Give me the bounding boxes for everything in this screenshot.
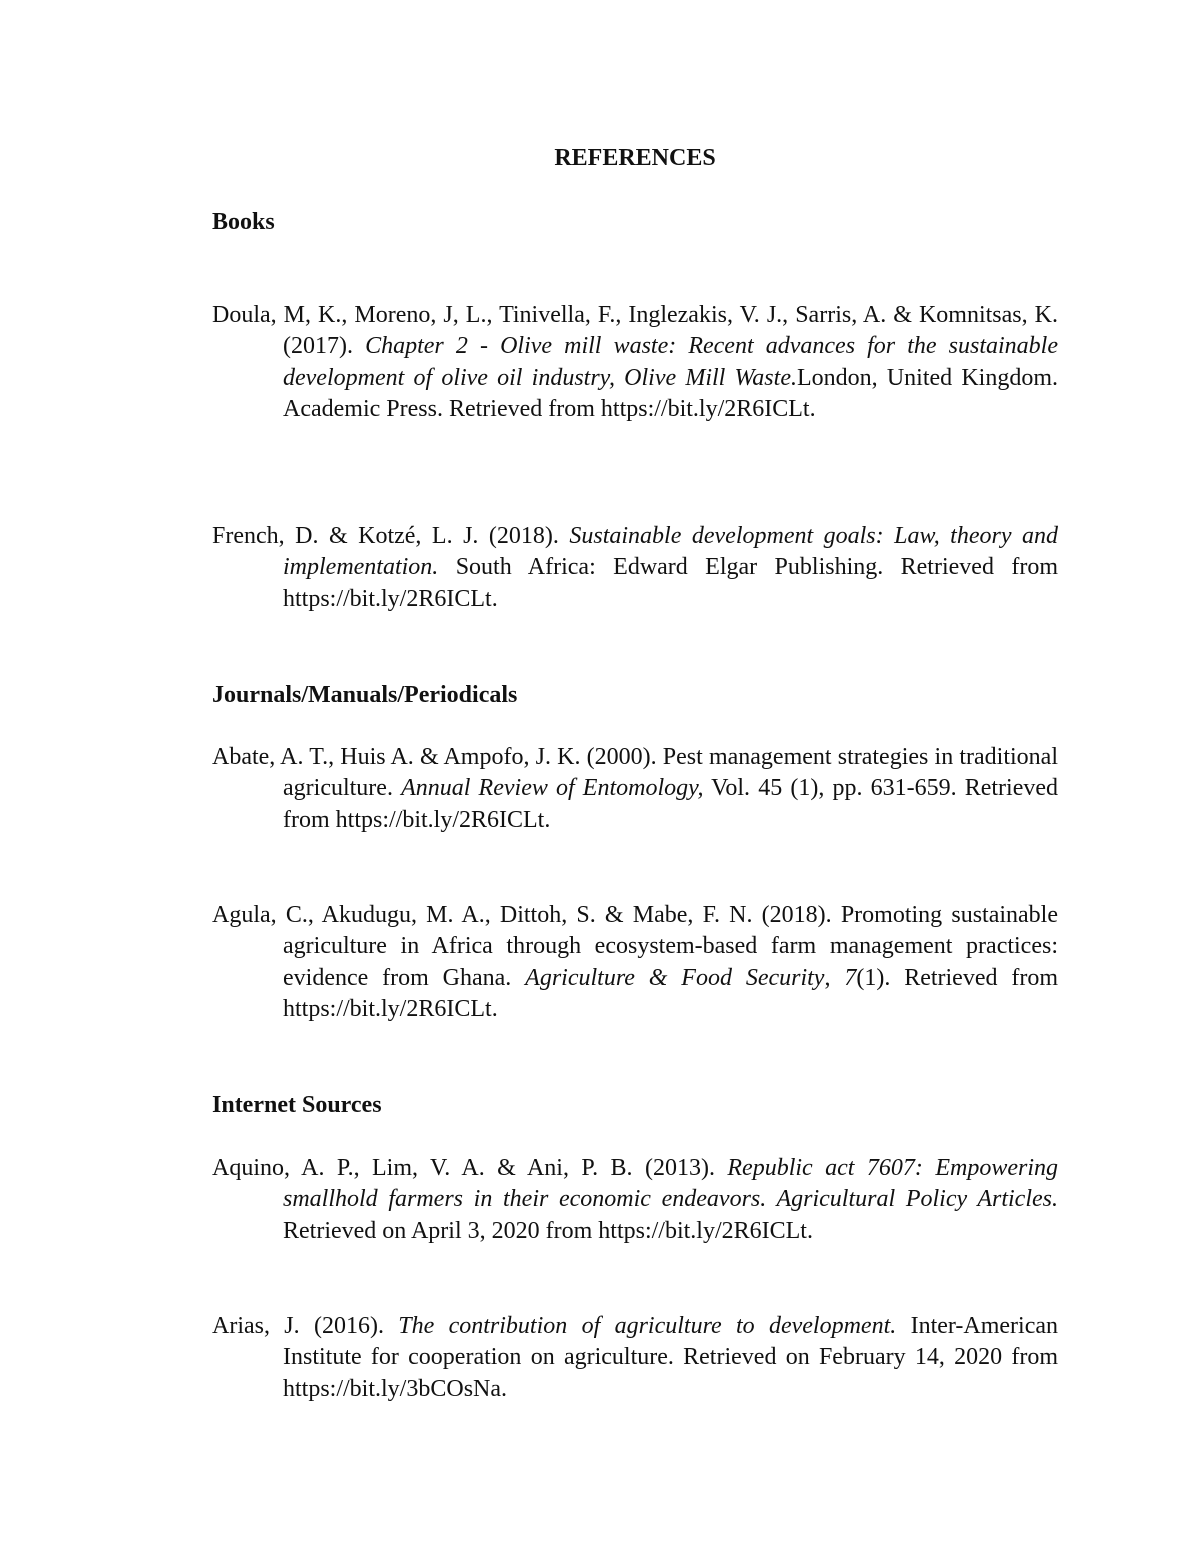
reference-entry: Abate, A. T., Huis A. & Ampofo, J. K. (2000). Pest management strategies in traditional agriculture. Annual Review of Entomology, Vol. 45 (1), pp. 631-659. Retrieved from https://bit.ly/2R6ICLt. bbox=[212, 744, 1059, 833]
reference-entry: Aquino, A. P., Lim, V. A. & Ani, P. B. (2013). Republic act 7607: Empowering smallhold farmers in their economic endeavors. Agricultural Policy Articles. Retrieved on April 3, 2020 from https://bit.ly/2R6ICLt. bbox=[212, 1155, 1058, 1244]
page-title: REFERENCES bbox=[554, 145, 716, 171]
section-heading-journals: Journals/Manuals/Periodicals bbox=[212, 682, 518, 708]
reference-entry: French, D. & Kotzé, L. J. (2018). Sustainable development goals: Law, theory and implementation. South Africa: Edward Elgar Publishing. Retrieved from https://bit.ly/2R6ICLt. bbox=[212, 523, 1058, 612]
section-heading-internet: Internet Sources bbox=[212, 1092, 382, 1118]
reference-entry: Agula, C., Akudugu, M. A., Dittoh, S. & Mabe, F. N. (2018). Promoting sustainable agriculture in Africa through ecosystem-based farm management practices: evidence from Ghana. Agriculture & Food Security, 7(1). Retrieved from https://bit.ly/2R6ICLt. bbox=[212, 902, 1058, 1023]
reference-entry: Arias, J. (2016). The contribution of agriculture to development. Inter-American Institute for cooperation on agriculture. Retrieved on February 14, 2020 from https://bit.ly/3bCOsNa. bbox=[212, 1313, 1059, 1402]
section-heading-books: Books bbox=[212, 209, 275, 235]
reference-entry: Doula, M, K., Moreno, J, L., Tinivella, F., Inglezakis, V. J., Sarris, A. & Komnitsas, K. (2017). Chapter 2 - Olive mill waste: Recent advances for the sustainable development of olive oil industry, Olive Mill Waste.London, United Kingdom. Academic Press. Retrieved from https://bit.ly/2R6ICLt. bbox=[212, 302, 1059, 423]
